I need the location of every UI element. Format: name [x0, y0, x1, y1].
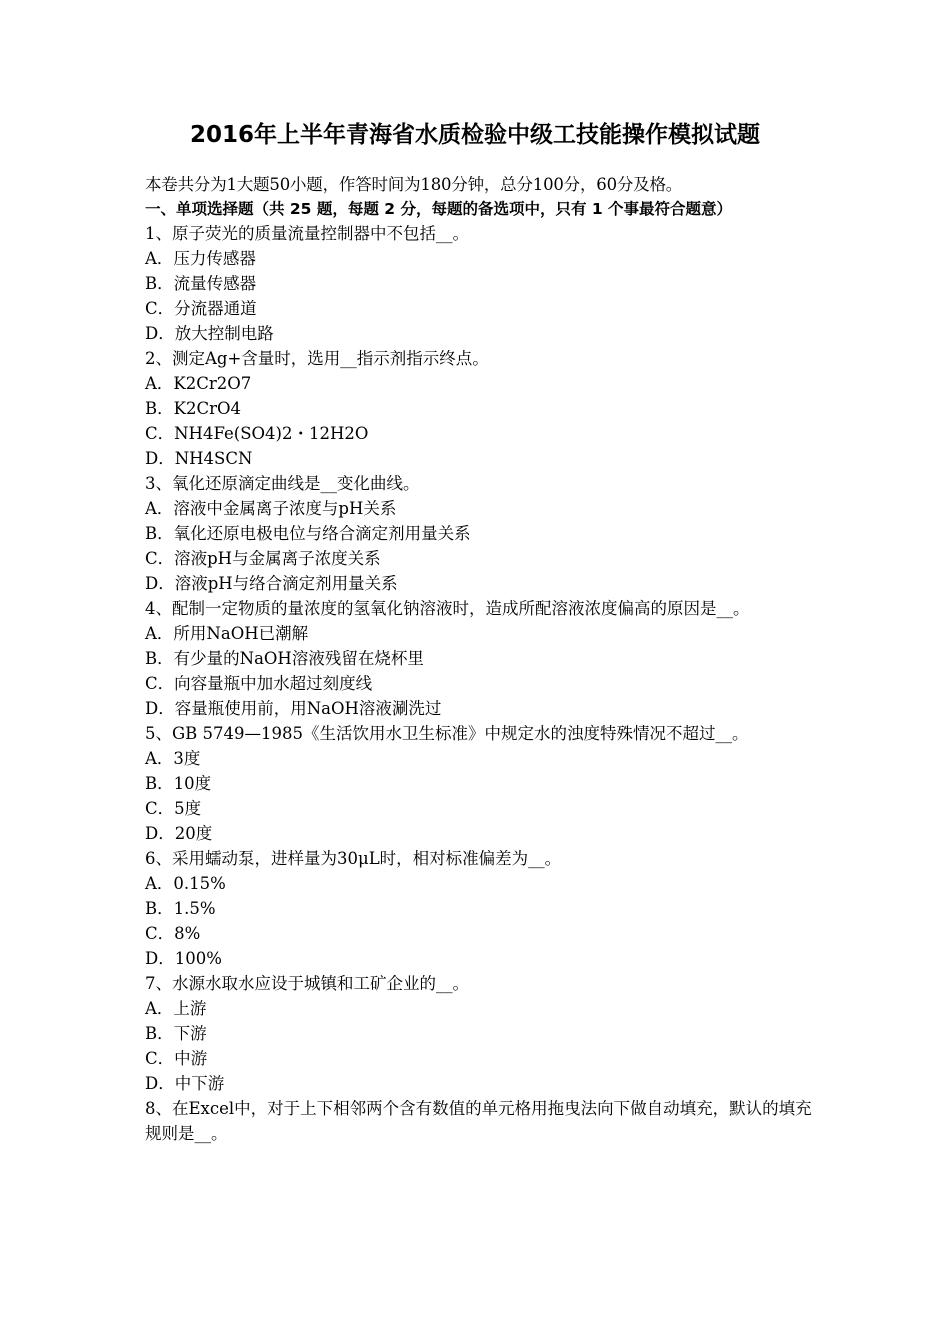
question-stem: 1、原子荧光的质量流量控制器中不包括__。 — [145, 224, 469, 243]
option-c: C．分流器通道 — [145, 299, 257, 318]
option-c: C．中游 — [145, 1049, 208, 1068]
document-body — [145, 172, 813, 1146]
question-1 — [145, 221, 813, 346]
option-a: A．0.15% — [145, 874, 226, 893]
question-5 — [145, 721, 813, 846]
option-c: C．8% — [145, 924, 201, 943]
question-stem: 4、配制一定物质的量浓度的氢氧化钠溶液时，造成所配溶液浓度偏高的原因是__。 — [145, 599, 750, 618]
option-c: C．溶液pH与金属离子浓度关系 — [145, 549, 381, 568]
option-b: B．流量传感器 — [145, 274, 257, 293]
question-stem: 3、氧化还原滴定曲线是__变化曲线。 — [145, 474, 420, 493]
question-stem: 5、GB 5749—1985《生活饮用水卫生标准》中规定水的浊度特殊情况不超过__。 — [145, 724, 749, 743]
option-d: D．NH4SCN — [145, 449, 253, 468]
exam-intro: 本卷共分为1大题50小题，作答时间为180分钟，总分100分，60分及格。 — [145, 175, 683, 194]
option-b: B．氧化还原电极电位与络合滴定剂用量关系 — [145, 524, 471, 543]
option-a: A．3度 — [145, 749, 201, 768]
option-b: B．1.5% — [145, 899, 216, 918]
document-title: 2016年上半年青海省水质检验中级工技能操作模拟试题 — [189, 122, 760, 148]
option-a: A．所用NaOH已潮解 — [145, 624, 309, 643]
option-b: B．有少量的NaOH溶液残留在烧杯里 — [145, 649, 424, 668]
section-heading: 一、单项选择题（共 25 题，每题 2 分，每题的备选项中，只有 1 个事最符合题意） — [145, 200, 733, 218]
option-a: A．K2Cr2O7 — [145, 374, 252, 393]
question-stem: 7、水源水取水应设于城镇和工矿企业的__。 — [145, 974, 469, 993]
option-d: D．放大控制电路 — [145, 324, 274, 343]
question-stem: 6、采用蠕动泵，进样量为30μL时，相对标准偏差为__。 — [145, 849, 562, 868]
option-c: C．向容量瓶中加水超过刻度线 — [145, 674, 373, 693]
option-a: A．上游 — [145, 999, 207, 1018]
question-7 — [145, 971, 813, 1096]
question-2 — [145, 346, 813, 471]
option-c: C．5度 — [145, 799, 202, 818]
question-stem: 2、测定Ag+含量时，选用__指示剂指示终点。 — [145, 349, 489, 368]
question-stem: 8、在Excel中，对于上下相邻两个含有数值的单元格用拖曳法向下做自动填充，默认的填充规则是__。 — [145, 1099, 812, 1143]
option-d: D．中下游 — [145, 1074, 225, 1093]
option-d: D．容量瓶使用前，用NaOH溶液涮洗过 — [145, 699, 442, 718]
option-a: A．溶液中金属离子浓度与pH关系 — [145, 499, 397, 518]
option-d: D．20度 — [145, 824, 213, 843]
question-4 — [145, 596, 813, 721]
option-a: A．压力传感器 — [145, 249, 256, 268]
option-b: B．下游 — [145, 1024, 207, 1043]
option-d: D．100% — [145, 949, 222, 968]
question-8 — [145, 1096, 813, 1146]
question-6 — [145, 846, 813, 971]
option-d: D．溶液pH与络合滴定剂用量关系 — [145, 574, 398, 593]
option-c: C．NH4Fe(SO4)2・12H2O — [145, 424, 369, 443]
option-b: B．K2CrO4 — [145, 399, 241, 418]
question-3 — [145, 471, 813, 596]
option-b: B．10度 — [145, 774, 212, 793]
